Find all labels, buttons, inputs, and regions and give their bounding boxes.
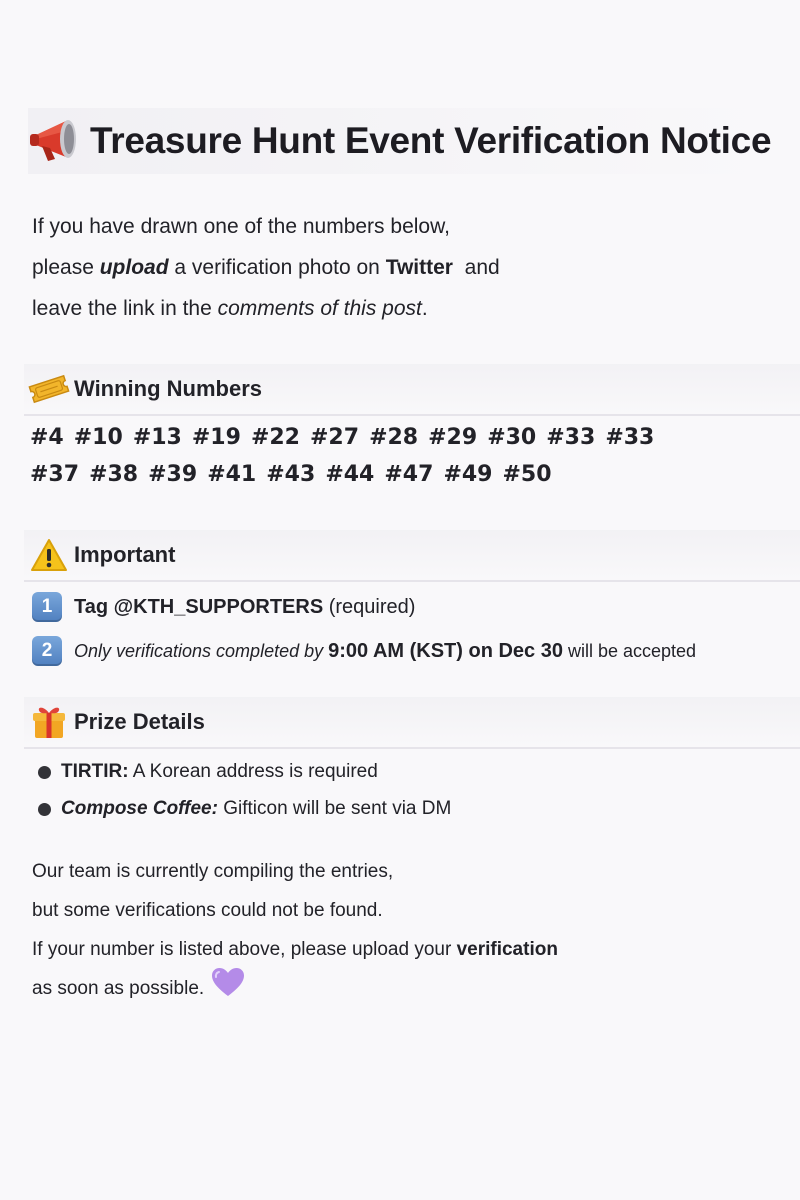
important-rest: (required)	[323, 595, 416, 618]
winning-number: #30	[487, 425, 537, 450]
intro-text: and	[452, 256, 500, 279]
closing-line-3	[32, 930, 752, 969]
bullet-icon	[38, 766, 51, 779]
prize-text	[61, 798, 451, 820]
winning-number: #28	[369, 425, 419, 450]
megaphone-icon	[28, 108, 90, 174]
intro-text: a verification photo on	[168, 256, 386, 279]
prize-label: Compose Coffee:	[61, 798, 218, 819]
winning-numbers-header	[24, 364, 800, 416]
ticket-icon	[24, 366, 74, 412]
winning-number: #39	[148, 462, 198, 487]
winning-number: #10	[73, 425, 123, 450]
intro-line-2	[32, 247, 752, 288]
intro-line-3	[32, 288, 752, 329]
winning-number: #37	[30, 462, 80, 487]
winning-number: #38	[89, 462, 139, 487]
numbers-row-2	[30, 457, 770, 494]
section-heading: Important	[74, 542, 176, 567]
verification-emphasis: verification	[456, 939, 558, 960]
prize-description: A Korean address is required	[128, 761, 378, 782]
warning-icon	[24, 532, 74, 578]
page-title: Treasure Hunt Event Verification Notice	[90, 120, 772, 161]
winning-number: #47	[384, 462, 434, 487]
prize-text	[61, 761, 378, 783]
winning-number: #19	[191, 425, 241, 450]
winning-number: #44	[325, 462, 375, 487]
winning-number: #50	[502, 462, 552, 487]
winning-number: #41	[207, 462, 257, 487]
closing-paragraph	[32, 852, 752, 1008]
winning-number: #13	[132, 425, 182, 450]
intro-text: leave the link in the	[32, 297, 218, 320]
important-item-1	[32, 590, 415, 624]
prize-description: Gifticon will be sent via DM	[217, 798, 452, 819]
tag-emphasis: Tag @KTH_SUPPORTERS	[74, 595, 324, 618]
intro-paragraph	[32, 206, 752, 329]
winning-number: #33	[605, 425, 655, 450]
closing-text: If your number is listed above, please upload your	[32, 939, 457, 960]
winning-numbers	[30, 420, 770, 494]
closing-line-4	[32, 969, 752, 1008]
section-heading: Winning Numbers	[74, 376, 263, 401]
purple-heart-icon	[210, 966, 246, 1012]
winning-number: #33	[546, 425, 596, 450]
intro-text: .	[421, 297, 428, 320]
winning-number: #43	[266, 462, 316, 487]
important-header	[24, 530, 800, 582]
winning-number: #27	[310, 425, 360, 450]
twitter-emphasis: Twitter	[385, 256, 453, 279]
prize-item-1	[38, 757, 378, 787]
closing-line-2: but some verifications could not be found.	[32, 900, 383, 921]
winning-number: #49	[443, 462, 493, 487]
prize-item-2	[38, 794, 451, 824]
gift-icon	[24, 699, 74, 745]
numbers-row-1	[30, 420, 770, 457]
winning-number: #29	[428, 425, 478, 450]
important-pre: Only verifications completed by	[74, 640, 329, 661]
bullet-icon	[38, 803, 51, 816]
important-text	[74, 596, 415, 619]
important-item-2	[32, 634, 696, 668]
deadline-emphasis: 9:00 AM (KST) on Dec 30	[328, 639, 563, 662]
closing-text: as soon as possible.	[32, 978, 205, 999]
section-heading: Prize Details	[74, 709, 205, 734]
closing-line-1: Our team is currently compiling the entries,	[32, 861, 394, 882]
keycap-1-icon: 1	[32, 592, 62, 622]
comments-emphasis: comments of this post	[217, 297, 422, 320]
prize-header	[24, 697, 800, 749]
winning-number: #4	[30, 425, 64, 450]
intro-line-1: If you have drawn one of the numbers below,	[32, 215, 450, 238]
title-row	[28, 108, 772, 174]
upload-emphasis: upload	[99, 256, 169, 279]
prize-label: TIRTIR:	[61, 761, 129, 782]
important-text	[74, 640, 696, 663]
winning-number: #22	[250, 425, 300, 450]
keycap-2-icon: 2	[32, 636, 62, 666]
intro-text: please	[32, 256, 100, 279]
important-post: will be accepted	[562, 640, 697, 661]
